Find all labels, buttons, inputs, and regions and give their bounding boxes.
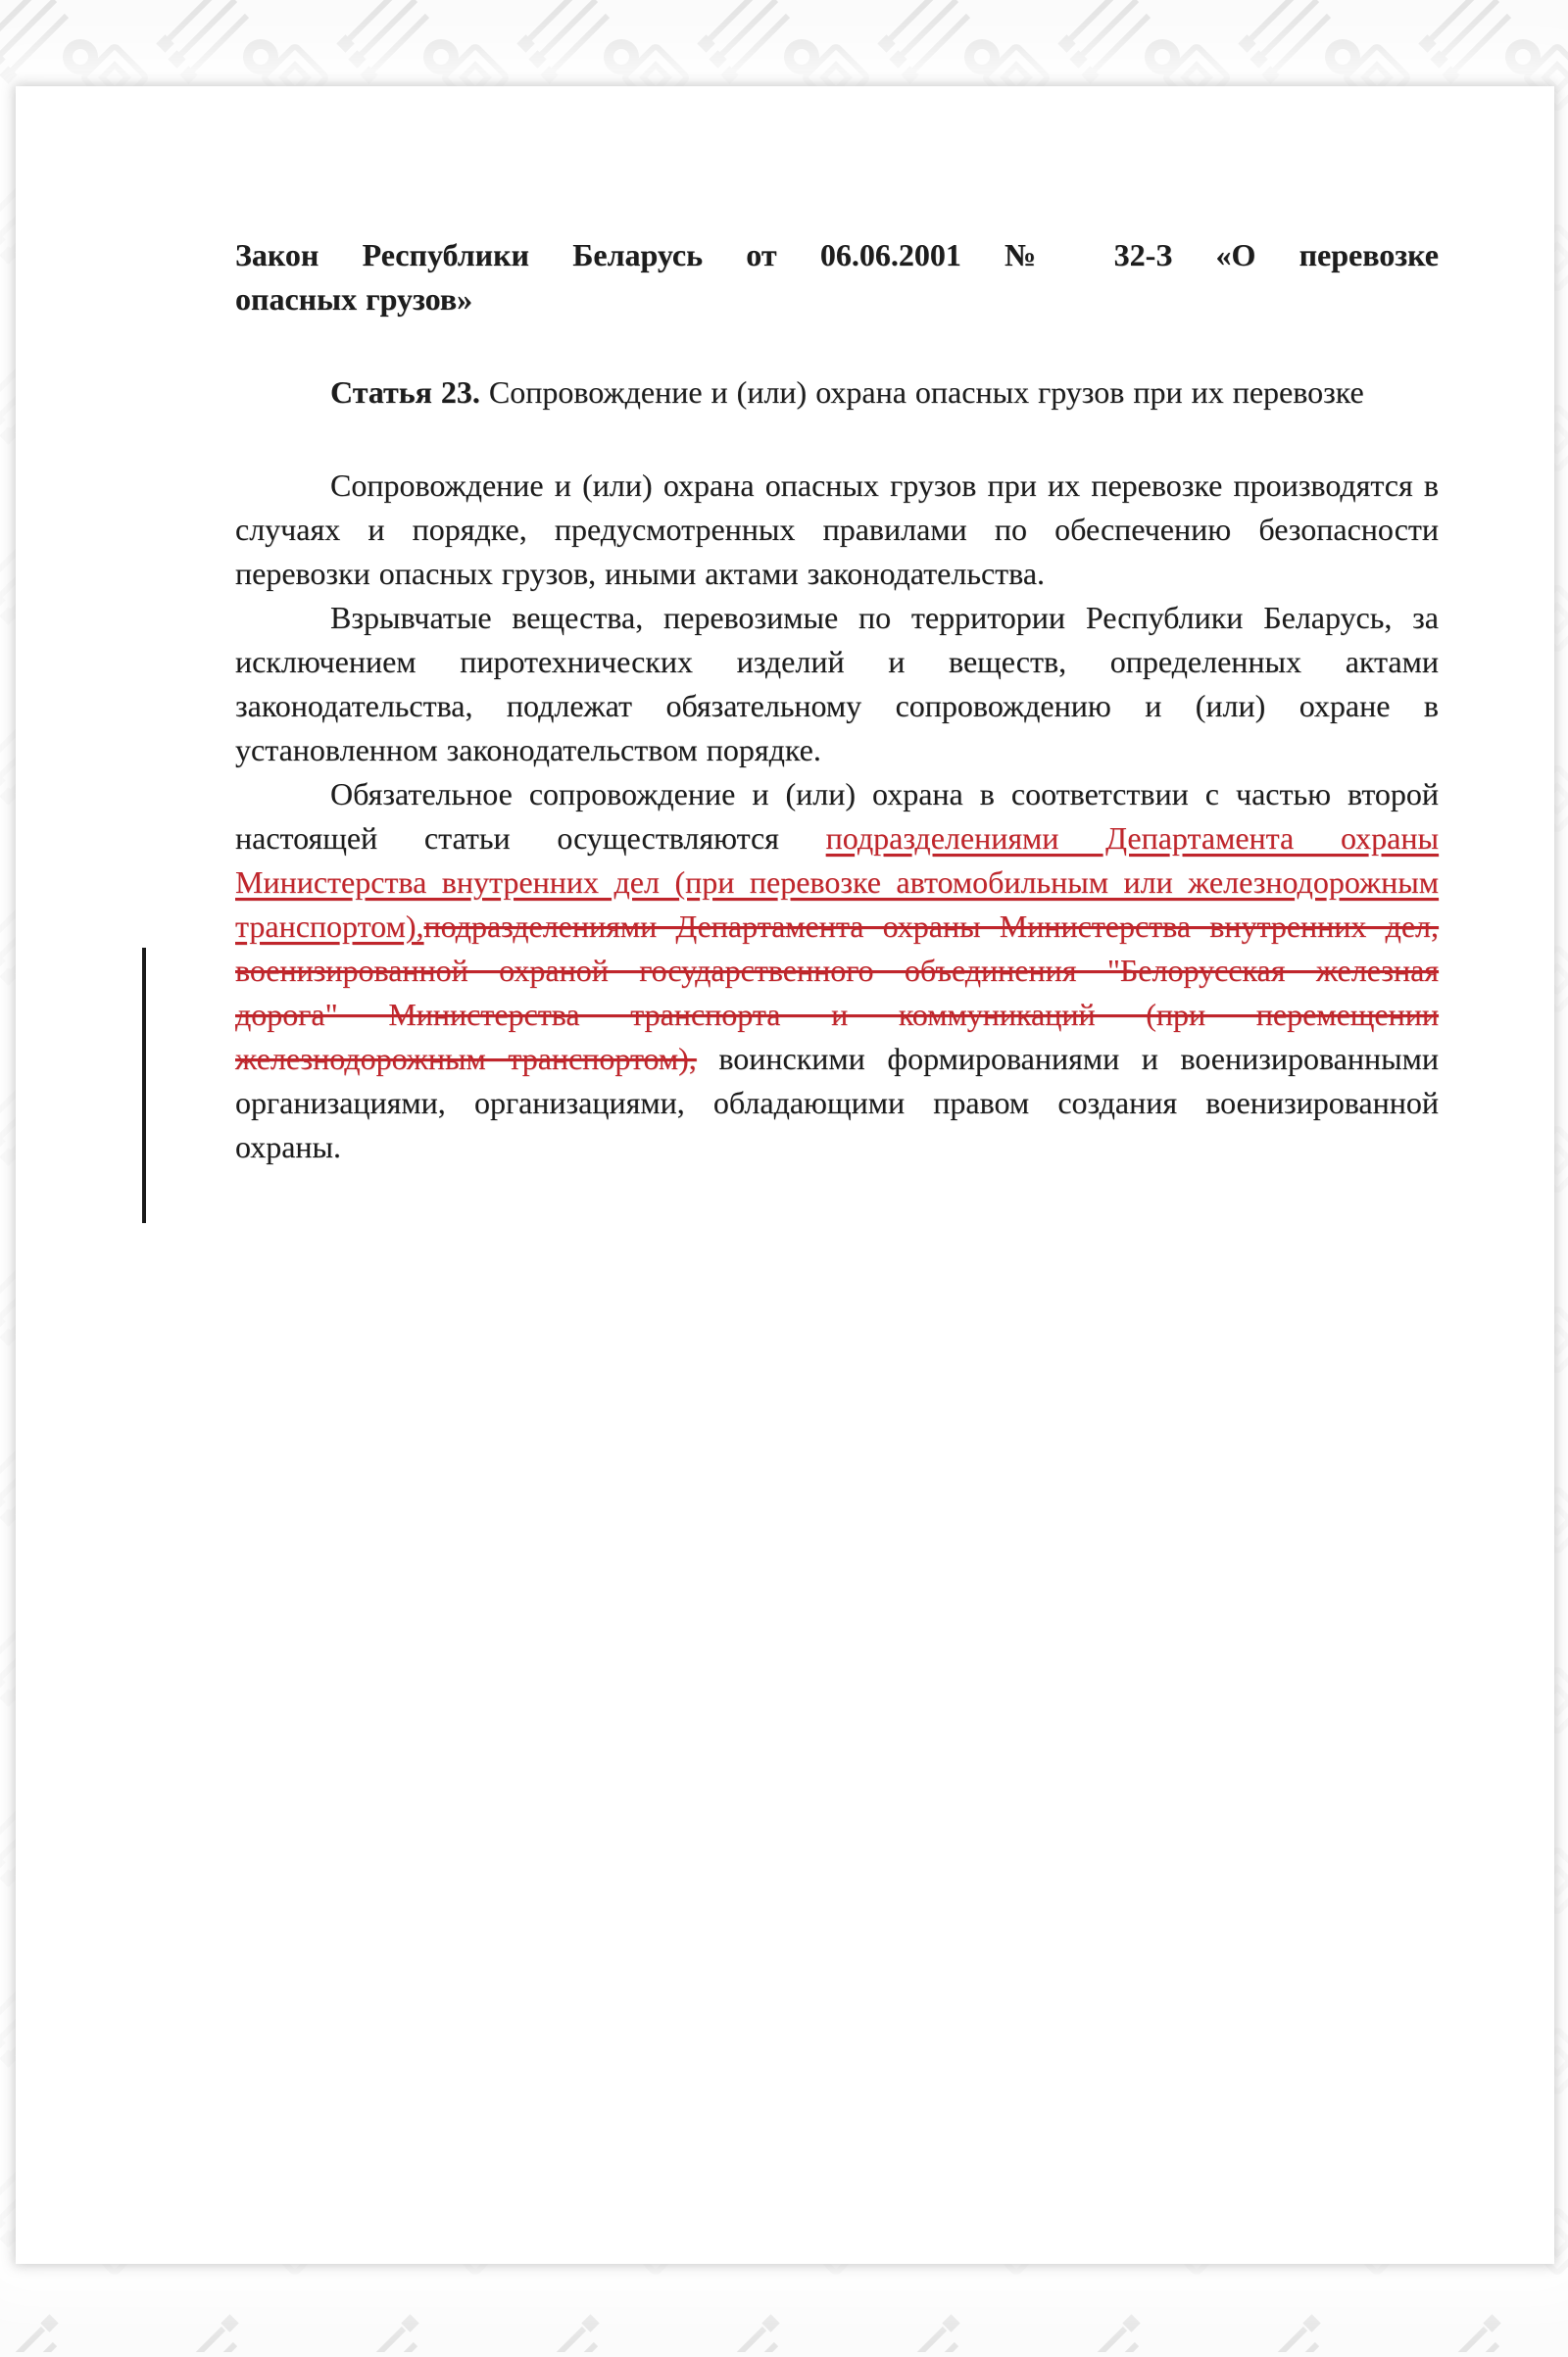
paragraph-2: Взрывчатые вещества, перевозимые по территории Республики Беларусь, за исключением пиротехнических изделий и веществ, определенных актами законодательства, подлежат обязательному сопровождению и (или) охране в установленном законодательством порядке. <box>235 600 1439 767</box>
paragraph-3-after-change: воинскими формированиями и военизированными организациями, организациями, обладающими правом создания военизированной охраны. <box>235 1041 1440 1164</box>
tracked-insertion: подразделениями Департамента охраны Министерства внутренних дел (при перевозке автомобильным или железнодорожным транспортом), <box>235 820 1440 944</box>
document-content <box>235 86 1439 1169</box>
document-title <box>235 233 1439 321</box>
article-heading-text: Сопровождение и (или) охрана опасных грузов при их перевозке <box>479 374 1364 410</box>
paragraph-1: Сопровождение и (или) охрана опасных грузов при их перевозке производятся в случаях и порядке, предусмотренных правилами по обеспечению безопасности перевозки опасных грузов, иными актами законодательства. <box>235 467 1439 591</box>
paragraph-3-before-change: Обязательное сопровождение и (или) охрана в соответствии с частью второй настоящей статьи осуществляются <box>235 776 1439 856</box>
article-heading <box>235 370 1439 415</box>
title-line-2: опасных грузов» <box>235 281 473 317</box>
paragraph-3 <box>235 772 1439 1169</box>
title-line-1: Закон Республики Беларусь от 06.06.2001 № 32-З «О перевозке <box>235 237 1439 272</box>
change-bar <box>142 948 146 1223</box>
document-page <box>16 86 1554 2264</box>
tracked-deletion: подразделениями Департамента охраны Министерства внутренних дел, военизированной охраной государственного объединения "Белорусская железная дорога" Министерства транспорта и коммуникаций (при перемещении железнодорожным транспортом), <box>235 908 1439 1076</box>
article-number: Статья 23. <box>330 374 480 410</box>
